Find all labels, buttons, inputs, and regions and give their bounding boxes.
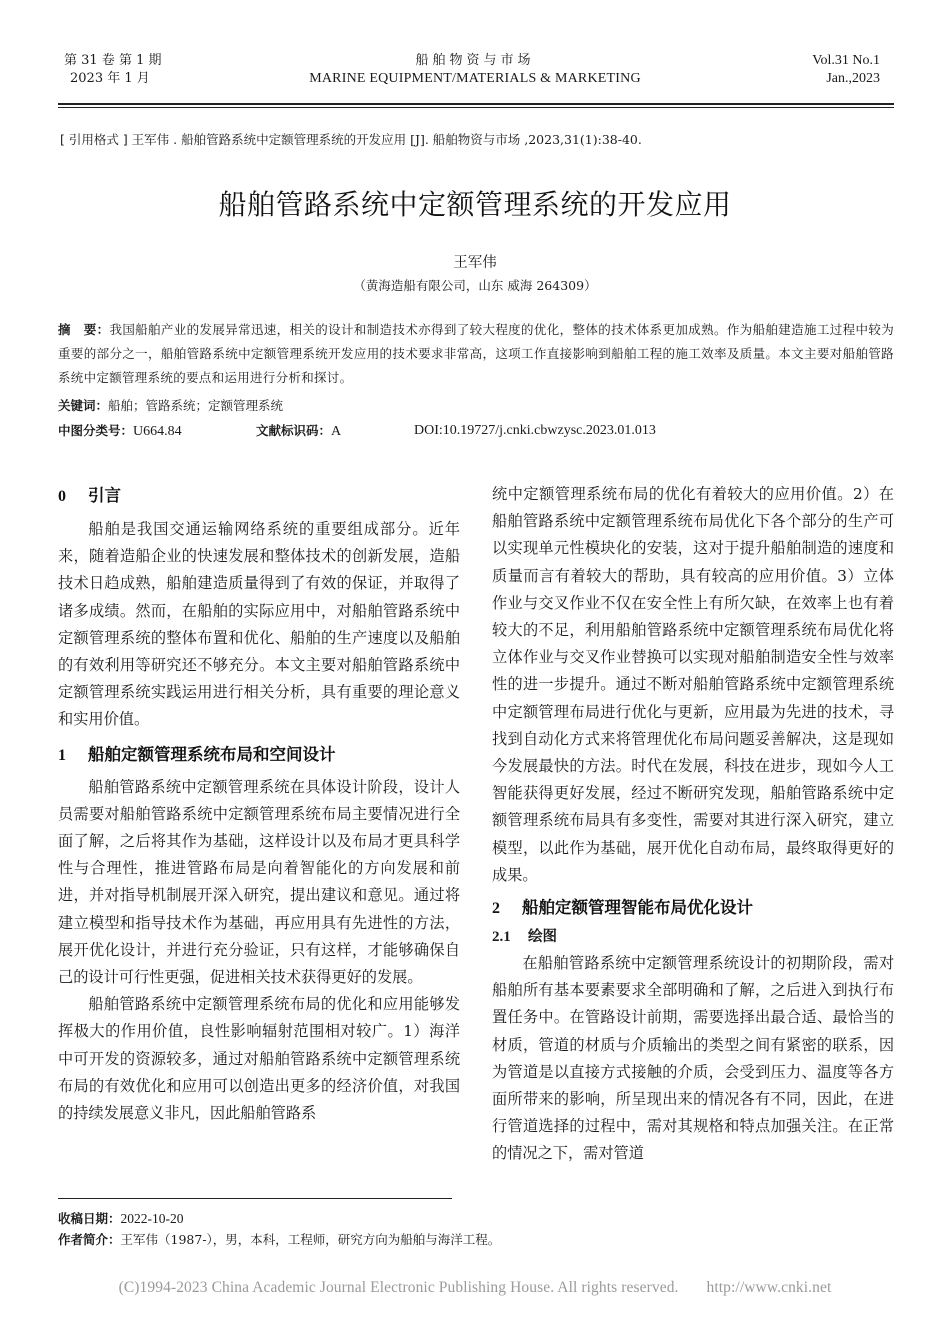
bio-value: 王军伟（1987-），男，本科，工程师，研究方向为船舶与海洋工程。 xyxy=(120,1232,501,1247)
section-0-number: 0 xyxy=(58,488,66,505)
received-date xyxy=(58,1210,184,1228)
section-0-paragraph: 船舶是我国交通运输网络系统的重要组成部分。近年来，随着造船企业的快速发展和整体技术的创新发展，造船技术日趋成熟，船舶建造质量得到了有效的保证，并取得了诸多成绩。然而，在船舶的实际应用中，对船舶管路系统中定额管理系统的整体布置和优化、船舶的生产速度以及船舶的有效利用等研究还不够充分。本文主要对船舶管路系统中定额管理系统实践运用进行相关分析，具有重要的理论意义和实用价值。 xyxy=(58,520,460,729)
author-bio xyxy=(58,1231,500,1249)
subsection-2-1-paragraph: 在船舶管路系统中定额管理系统设计的初期阶段，需对船舶所有基本要素要求全部明确和了解，之后进入到执行布置任务中。在管路设计前期，需要选择出最合适、最恰当的材质，管道的材质与介质输出的类型之间有紧密的联系，因为管道是以直接方式接触的介质，会受到压力、温度等各方面所带来的影响，所呈现出来的情况各有不同，因此，在进行管道选择的过程中，需对其规格和特点加强关注。在正常的情况之下，需对管道 xyxy=(492,954,894,1163)
footnote-rule xyxy=(58,1198,452,1199)
abstract xyxy=(58,318,894,390)
clc-label: 中图分类号： xyxy=(58,423,134,438)
section-0-title: 引言 xyxy=(88,486,121,505)
subsection-2-1-number: 2.1 xyxy=(492,929,511,946)
journal-name-cn: 船舶物资与市场 xyxy=(415,53,535,68)
section-1-paragraph-2: 船舶管路系统中定额管理系统布局的优化和应用能够发挥极大的作用价值，良性影响辐射范围相对较广。1）海洋中可开发的资源较多，通过对船舶管路系统中定额管理系统布局的有效优化和应用可以创造出更多的经济价值，对我国的持续发展意义非凡，因此船舶管路系 xyxy=(58,995,460,1123)
journal-name-en: MARINE EQUIPMENT/MATERIALS & MARKETING xyxy=(309,71,641,86)
copyright-text: (C)1994-2023 China Academic Journal Electronic Publishing House. All rights reserved. xyxy=(118,1279,679,1296)
article-title: 船舶管路系统中定额管理系统的开发应用 xyxy=(218,188,732,221)
doc-value: A xyxy=(331,424,342,439)
keywords-label: 关键词： xyxy=(58,398,109,413)
section-1-paragraph-1: 船舶管路系统中定额管理系统在具体设计阶段，设计人员需要对船舶管路系统中定额管理系统布局主要情况进行全面了解，之后将其作为基础，这样设计以及布局才更具科学性与合理性，推进管路布局是向着智能化的方向发展和前进，并对指导机制展开深入研究，提出建议和意见。通过将建立模型和指导技术作为基础，再应用具有先进性的方法，展开优化设计，并进行充分验证，只有这样，才能够确保自己的设计可行性更强，促进相关技术获得更好的发展。 xyxy=(58,777,460,987)
doi: DOI:10.19727/j.cnki.cbwzysc.2023.01.013 xyxy=(414,423,656,438)
keywords-text: 船舶；管路系统；定额管理系统 xyxy=(108,398,284,413)
clc-code xyxy=(58,419,182,444)
abstract-label: 摘 要： xyxy=(58,322,110,337)
date-en: Jan.,2023 xyxy=(826,71,880,86)
journal-name xyxy=(0,52,950,88)
right-column xyxy=(492,481,894,1168)
header-rule xyxy=(58,103,894,105)
section-1-paragraph-2-continued: 统中定额管理系统布局的优化有着较大的应用价值。2）在船舶管路系统中定额管理系统布局优化下各个部分的生产可以实现单元性模块化的安装，这对于提升船舶制造的速度和质量而言有着较大的帮助，具有较高的应用价值。3）立体作业与交叉作业不仅在安全性上有所欠缺，在效率上也有着较大的不足，利用船舶管路系统中定额管理系统布局优化将立体作业与交叉作业替换可以实现对船舶制造安全性与效率性的进一步提升。通过不断对船舶管路系统中定额管理系统中定额管理布局进行优化与更新，应用最为先进的技术，寻找到自动化方式来将管理优化布局问题妥善解决，这是现如今发展最快的方法。时代在发展，科技在进步，现如今人工智能获得更好发展，经过不断研究发现，船舶管路系统中定额管理系统布局具有多变性，需要对其进行深入研究，建立模型，以此作为基础，展开优化自动布局，最终取得更好的成果。 xyxy=(492,485,894,884)
cnki-link[interactable]: http://www.cnki.net xyxy=(706,1279,832,1296)
bio-label: 作者简介： xyxy=(58,1232,121,1247)
keywords xyxy=(58,394,283,418)
author-name: 王军伟 xyxy=(453,255,497,271)
copyright-footer xyxy=(0,1278,950,1298)
citation-text: 王军伟 . 船舶管路系统中定额管理系统的开发应用 [J]. 船舶物资与市场 ,2023,31(1):38-40. xyxy=(127,132,642,147)
citation xyxy=(60,131,642,149)
section-2-number: 2 xyxy=(492,900,500,918)
section-2-heading xyxy=(492,897,894,920)
volume-issue: 第 31 卷 第 1 期 xyxy=(64,53,162,68)
clc-value: U664.84 xyxy=(133,424,182,439)
received-label: 收稿日期： xyxy=(58,1211,121,1226)
issue-date: 2023 年 1 月 xyxy=(70,71,150,86)
citation-label: [ 引用格式 ] xyxy=(60,132,128,147)
section-0-heading xyxy=(58,485,460,508)
section-1-title: 船舶定额管理系统布局和空间设计 xyxy=(88,744,336,764)
section-1-heading xyxy=(58,744,460,767)
left-column xyxy=(58,485,460,1127)
abstract-text: 我国船舶产业的发展异常迅速，相关的设计和制造技术亦得到了较大程度的优化，整体的技术体系更加成熟。作为船舶建造施工过程中较为重要的部分之一，船舶管路系统中定额管理系统开发应用的技术要求非常高，这项工作直接影响到船舶工程的施工效率及质量。本文主要对船舶管路系统中定额管理系统的要点和运用进行分析和探讨。 xyxy=(58,322,894,385)
journal-volume-en xyxy=(812,52,880,88)
received-value: 2022-10-20 xyxy=(120,1211,184,1226)
doc-code xyxy=(256,419,341,444)
subsection-2-1-title: 绘图 xyxy=(528,929,557,946)
header-rule-thin xyxy=(58,107,894,108)
section-2-title: 船舶定额管理智能布局优化设计 xyxy=(522,898,753,918)
affiliation: （黄海造船有限公司，山东 威海 264309） xyxy=(353,278,597,293)
doc-label: 文献标识码： xyxy=(256,423,332,438)
section-1-number: 1 xyxy=(58,746,66,764)
volume-en: Vol.31 No.1 xyxy=(812,53,880,68)
subsection-2-1-heading xyxy=(492,926,894,948)
